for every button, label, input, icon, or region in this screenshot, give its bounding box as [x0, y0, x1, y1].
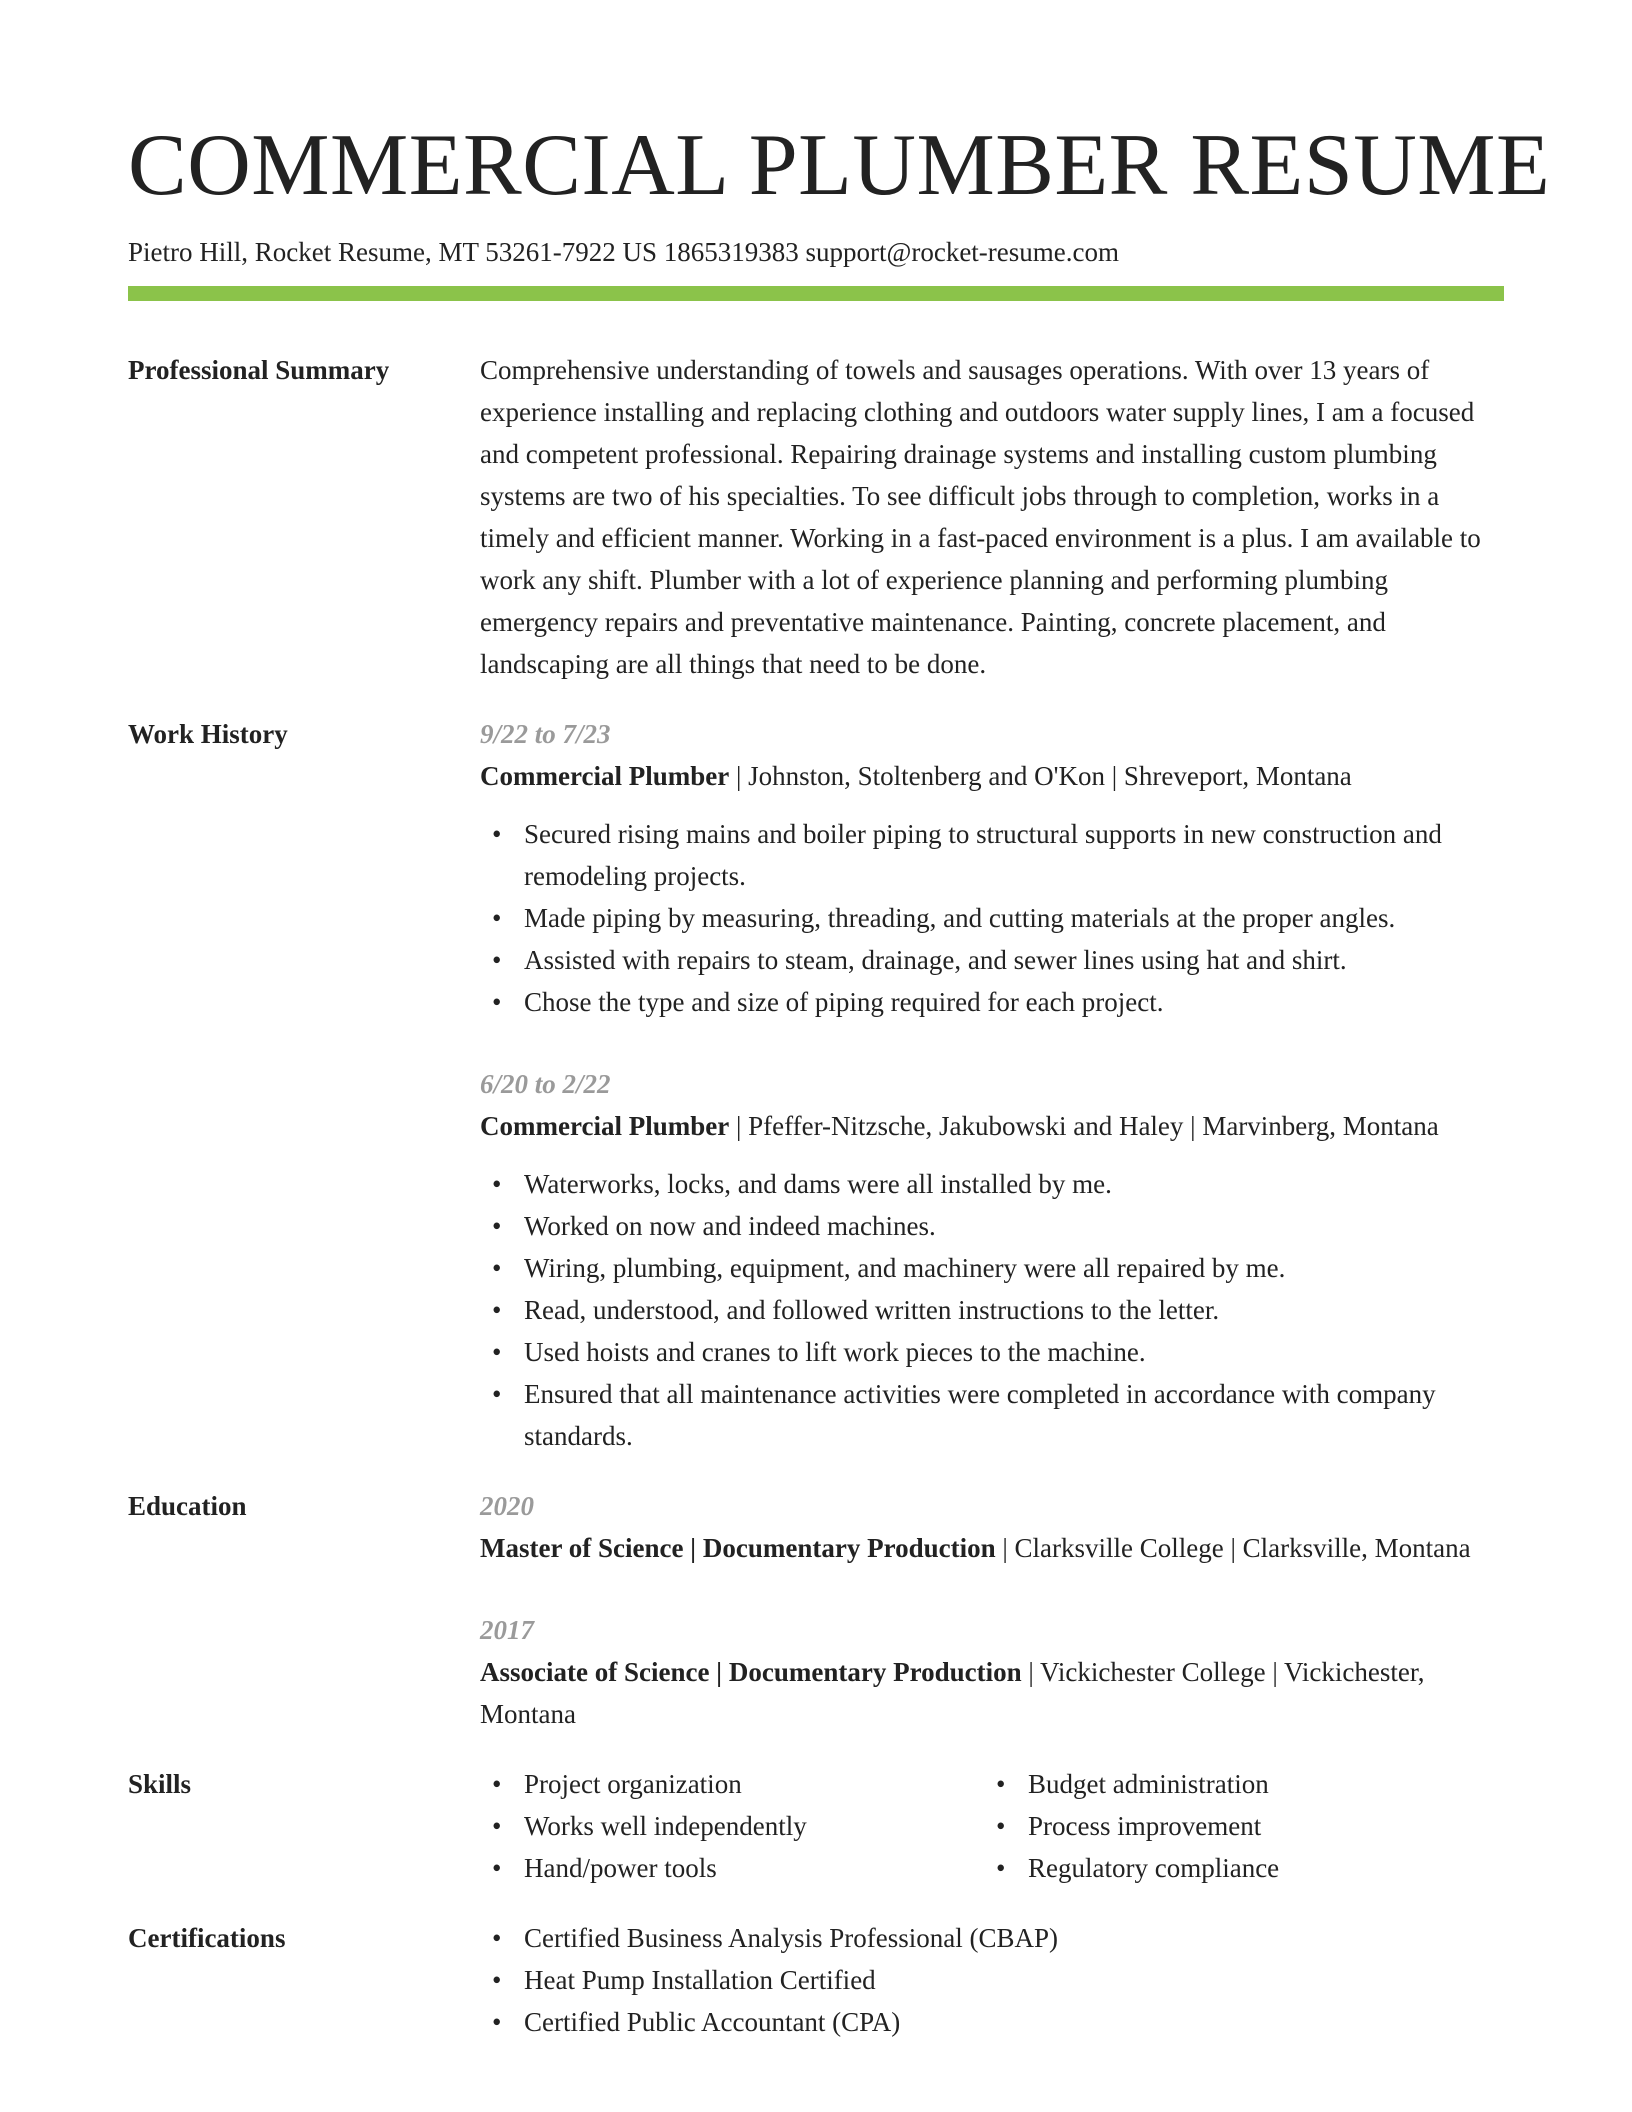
- job-heading: [480, 755, 1504, 797]
- job-bullet: • Ensured that all maintenance activities were completed in accordance with company standards.: [480, 1373, 1504, 1457]
- skill-item: • Process improvement: [984, 1805, 1488, 1847]
- section-education: [128, 1485, 1504, 1735]
- job-heading: [480, 1105, 1504, 1147]
- skill-item: • Regulatory compliance: [984, 1847, 1488, 1889]
- skill-item: • Budget administration: [984, 1763, 1488, 1805]
- job-bullet: • Used hoists and cranes to lift work pieces to the machine.: [480, 1331, 1504, 1373]
- job-bullet: • Worked on now and indeed machines.: [480, 1205, 1504, 1247]
- section-title-skills: Skills: [128, 1769, 192, 1799]
- job-bullet: • Read, understood, and followed written instructions to the letter.: [480, 1289, 1504, 1331]
- job-bullet: • Assisted with repairs to steam, drainage, and sewer lines using hat and shirt.: [480, 939, 1504, 981]
- skills-column-left: [480, 1763, 984, 1889]
- job-bullets: [480, 813, 1504, 1023]
- education-degree: Master of Science | Documentary Production: [480, 1533, 996, 1563]
- section-title-work: Work History: [128, 719, 288, 749]
- job-role: Commercial Plumber: [480, 761, 730, 791]
- job-entry: [480, 713, 1504, 1023]
- education-heading: [480, 1527, 1504, 1569]
- summary-text: Comprehensive understanding of towels and sausages operations. With over 13 years of experience installing and replacing clothing and outdoors water supply lines, I am a focused and competent professional. Repairing drainage systems and installing custom plumbing systems are two of his specialties. To see difficult jobs through to completion, works in a timely and efficient manner. Working in a fast-paced environment is a plus. I am available to work any shift. Plumber with a lot of experience planning and performing plumbing emergency repairs and preventative maintenance. Painting, concrete placement, and landscaping are all things that need to be done.: [480, 355, 1481, 679]
- resume-sections: [128, 349, 1504, 2071]
- certifications-list: [480, 1917, 1504, 2043]
- job-dates: 6/20 to 2/22: [480, 1069, 611, 1099]
- job-dates: 9/22 to 7/23: [480, 719, 611, 749]
- education-details: | Clarksville College | Clarksville, Montana: [995, 1533, 1471, 1563]
- resume-header: [128, 117, 1551, 270]
- certification-item: • Certified Business Analysis Professional (CBAP): [480, 1917, 1504, 1959]
- section-title-education: Education: [128, 1491, 247, 1521]
- job-bullet: • Made piping by measuring, threading, and cutting materials at the proper angles.: [480, 897, 1504, 939]
- job-details: | Johnston, Stoltenberg and O'Kon | Shreveport, Montana: [729, 761, 1352, 791]
- certification-item: • Certified Public Accountant (CPA): [480, 2001, 1504, 2043]
- education-degree: Associate of Science | Documentary Production: [480, 1657, 1022, 1687]
- section-title-certifications: Certifications: [128, 1923, 286, 1953]
- education-entry: [480, 1609, 1504, 1735]
- section-skills: [128, 1763, 1504, 1889]
- section-title-summary: Professional Summary: [128, 355, 390, 385]
- education-year: 2020: [480, 1491, 534, 1521]
- job-bullet: • Chose the type and size of piping required for each project.: [480, 981, 1504, 1023]
- certification-item: • Heat Pump Installation Certified: [480, 1959, 1504, 2001]
- section-certifications: [128, 1917, 1504, 2043]
- contact-info: Pietro Hill, Rocket Resume, MT 53261-7922 US 1865319383 support@rocket-resume.com: [128, 236, 1119, 267]
- job-role: Commercial Plumber: [480, 1111, 730, 1141]
- education-heading: [480, 1651, 1504, 1735]
- job-bullet: • Wiring, plumbing, equipment, and machinery were all repaired by me.: [480, 1247, 1504, 1289]
- skill-item: • Works well independently: [480, 1805, 984, 1847]
- job-details: | Pfeffer-Nitzsche, Jakubowski and Haley | Marvinberg, Montana: [729, 1111, 1439, 1141]
- job-bullet: • Secured rising mains and boiler piping to structural supports in new construction and remodeling projects.: [480, 813, 1504, 897]
- skills-column-right: [984, 1763, 1488, 1889]
- education-details: | Vickichester College | Vickichester, Montana: [480, 1657, 1425, 1729]
- resume-title: COMMERCIAL PLUMBER RESUME: [128, 117, 1551, 214]
- education-year: 2017: [480, 1615, 534, 1645]
- skill-item: • Project organization: [480, 1763, 984, 1805]
- job-entry: [480, 1063, 1504, 1457]
- skill-item: • Hand/power tools: [480, 1847, 984, 1889]
- job-bullets: [480, 1163, 1504, 1457]
- section-summary: [128, 349, 1504, 685]
- section-work-history: [128, 713, 1504, 1457]
- accent-divider: [128, 286, 1504, 301]
- job-bullet: • Waterworks, locks, and dams were all installed by me.: [480, 1163, 1504, 1205]
- education-entry: [480, 1485, 1504, 1569]
